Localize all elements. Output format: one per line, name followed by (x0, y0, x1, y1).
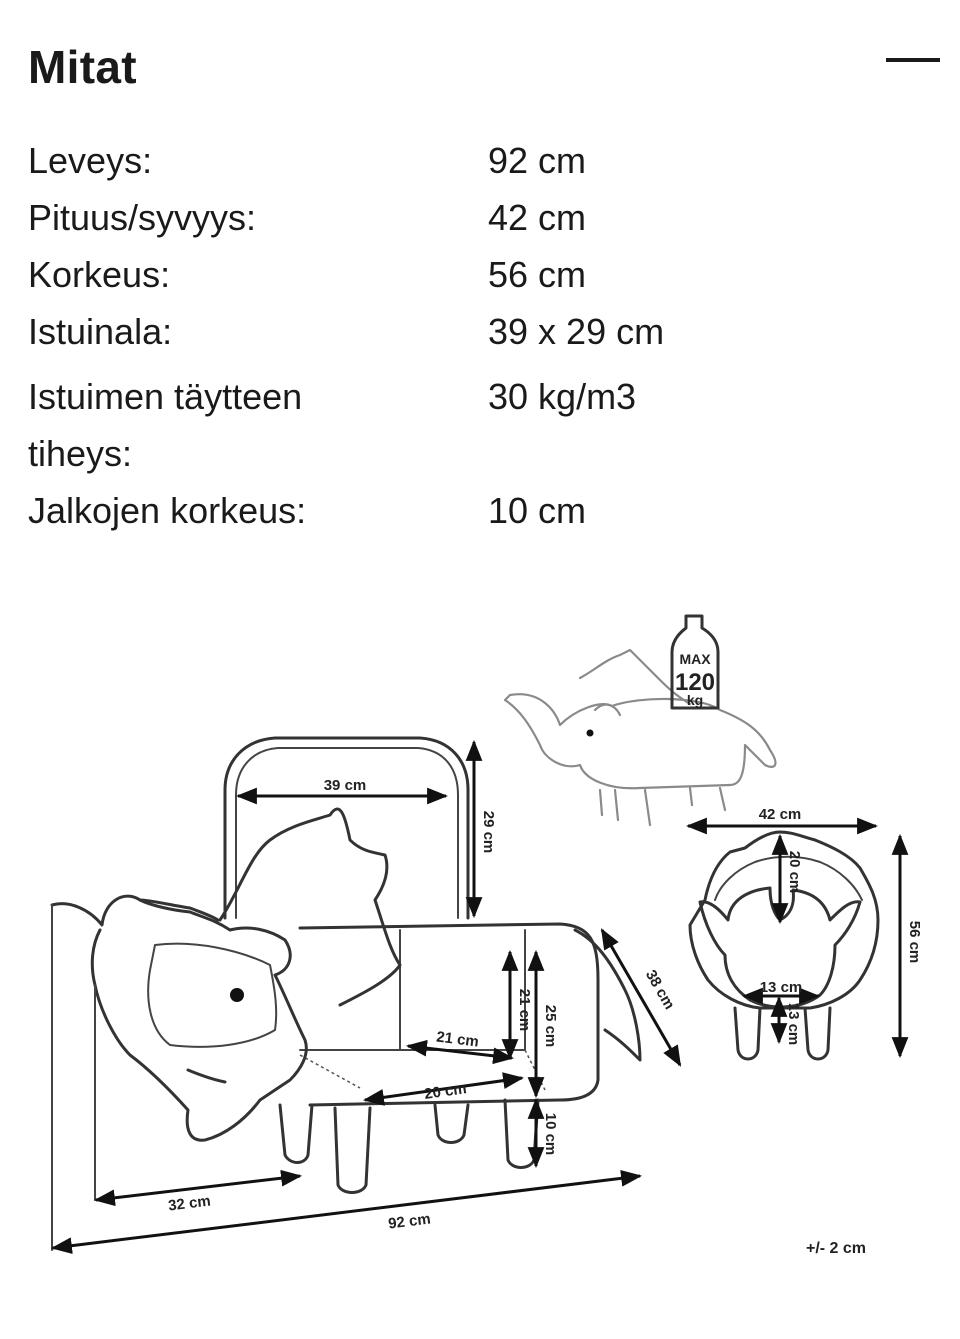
side-view (52, 738, 680, 1250)
spec-label: Jalkojen korkeus: (28, 490, 307, 531)
kettlebell-icon (672, 616, 718, 708)
spec-row-foam-density (28, 368, 928, 482)
max-label: MAX (679, 651, 711, 667)
eye-icon (230, 988, 244, 1002)
page-title: Mitat (28, 41, 137, 93)
dim-leg-height: 10 cm (542, 1112, 559, 1156)
front-view (688, 806, 923, 1059)
spec-value: 39 x 29 cm (488, 311, 665, 352)
max-value: 120 (674, 669, 716, 696)
dim-box-width: 20 cm (423, 1080, 468, 1103)
dim-box-height: 25 cm (542, 1004, 559, 1048)
dim-lid-width: 39 cm (323, 777, 367, 794)
spec-row-leg-height (28, 482, 928, 539)
dim-tail: 38 cm (641, 967, 678, 1013)
spec-row-width (28, 132, 928, 189)
spec-label: Pituus/syvyys: (28, 197, 257, 238)
dim-frill-height: 20 cm (786, 850, 803, 894)
spec-value: 30 kg/m3 (488, 376, 637, 417)
dimensions-table (28, 132, 928, 539)
spec-row-seat-area (28, 303, 928, 360)
spec-label: Istuimen täytteen tiheys: (28, 376, 303, 474)
dim-lid-depth: 29 cm (480, 810, 497, 854)
dim-inner-height: 21 cm (516, 988, 533, 1032)
dim-head: 32 cm (167, 1192, 212, 1215)
spec-label: Istuinala: (28, 311, 173, 352)
dimension-drawing (0, 600, 960, 1300)
spec-row-height (28, 246, 928, 303)
dim-inner-depth: 21 cm (435, 1028, 480, 1051)
eye-icon (587, 730, 594, 737)
spec-label: Leveys: (28, 140, 153, 181)
spec-value: 42 cm (488, 197, 587, 238)
max-unit: kg (686, 692, 704, 708)
spec-value: 10 cm (488, 490, 587, 531)
tolerance-note: +/- 2 cm (805, 1240, 867, 1257)
collapse-minus-icon[interactable] (886, 58, 940, 62)
dim-front-width: 42 cm (758, 806, 802, 823)
dim-horn-height: 13 cm (785, 1002, 802, 1046)
spec-value: 56 cm (488, 254, 587, 295)
spec-value: 92 cm (488, 140, 587, 181)
weight-view (505, 616, 775, 825)
spec-row-depth (28, 189, 928, 246)
dim-total-width: 92 cm (387, 1210, 432, 1233)
dim-horn-width: 13 cm (759, 979, 803, 996)
dim-total-height: 56 cm (906, 920, 923, 964)
spec-label: Korkeus: (28, 254, 171, 295)
